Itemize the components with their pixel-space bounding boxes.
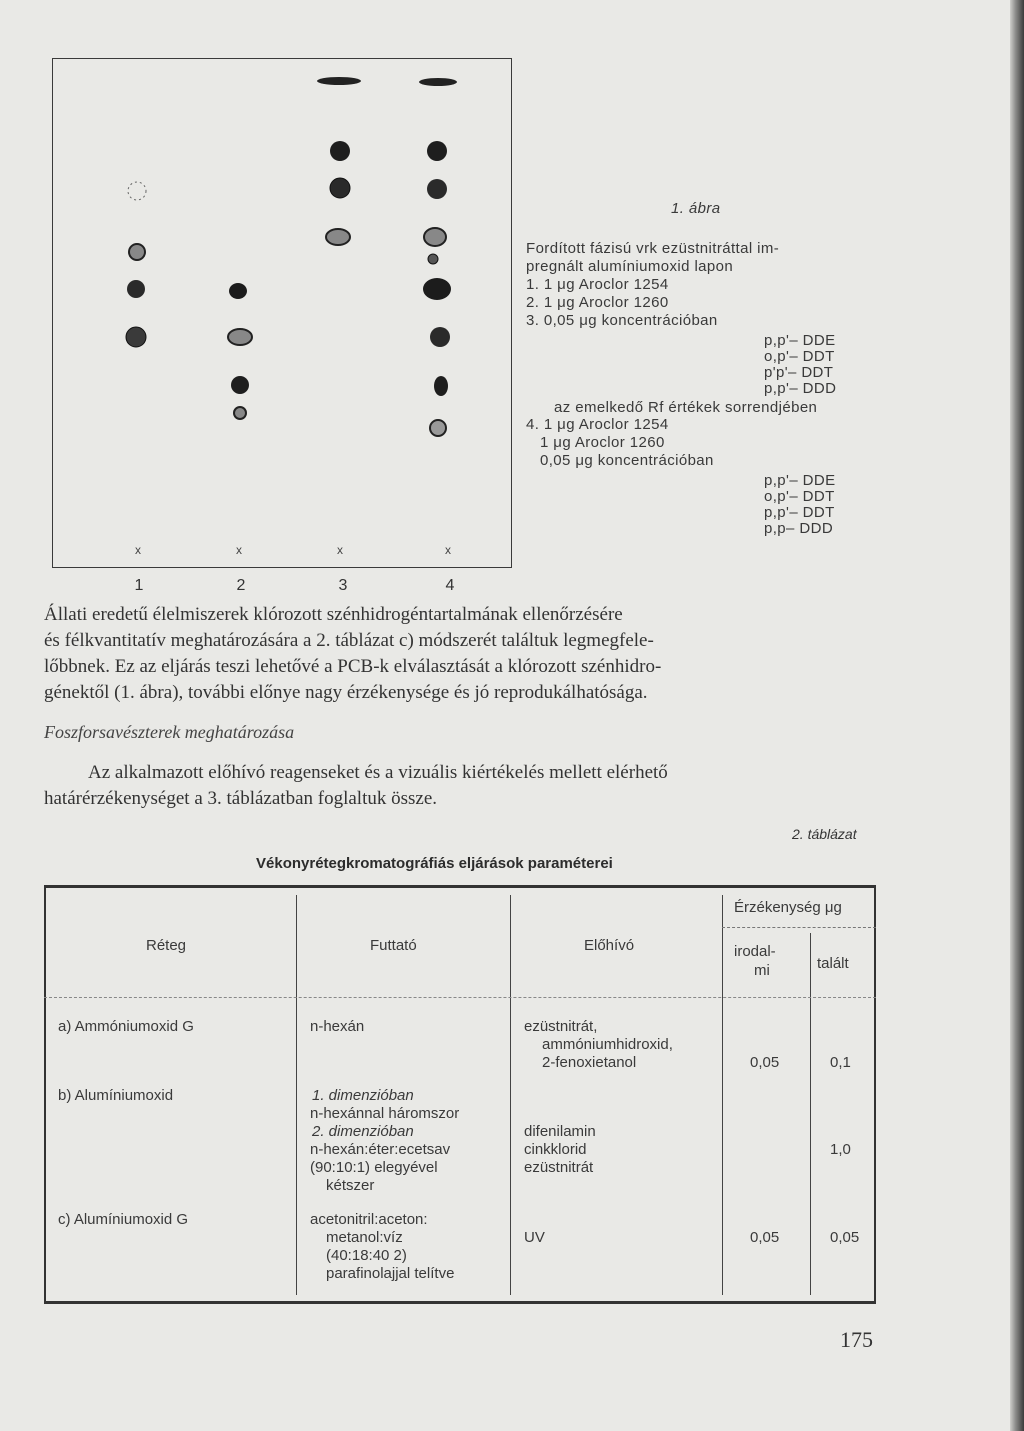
text-line: határérzékenységet a 3. táblázatban foglaltuk össze.: [44, 788, 438, 809]
paragraph-2: [44, 760, 894, 812]
table-number: 2. táblázat: [792, 826, 857, 842]
spot: [229, 283, 247, 299]
header-irodalmi: irodal-: [734, 943, 776, 960]
spot: [430, 327, 450, 347]
text-line: lőbbnek. Ez az eljárás teszi lehetővé a PCB-k elválasztását a klórozott szénhidro-: [44, 656, 662, 677]
row-c-talalt: 0,05: [830, 1229, 860, 1246]
lane-label-1: 1: [134, 577, 144, 594]
section-subheading: Foszforsavészterek meghatározása: [44, 722, 295, 742]
table-bottom-rule: [44, 1301, 876, 1304]
text-line: génektől (1. ábra), további előnye nagy érzékenysége és jó reprodukálhatósága.: [44, 682, 648, 703]
caption-line: p'p'– DDT: [764, 364, 834, 381]
row-b-futtato: (90:10:1) elegyével: [310, 1159, 438, 1176]
table-right-rule: [874, 885, 876, 1304]
parameters-table: [44, 885, 876, 1305]
spot: [330, 141, 350, 161]
row-b-futtato: kétszer: [326, 1177, 375, 1194]
figure-title: 1. ábra: [671, 200, 721, 217]
row-a-reteg: a) Ammóniumoxid G: [58, 1018, 194, 1035]
tlc-plate-figure: [52, 58, 512, 594]
row-b-futtato: 1. dimenzióban: [312, 1087, 414, 1104]
caption-line: p,p'– DDE: [764, 472, 836, 489]
spot: [128, 182, 146, 200]
column-divider: [296, 895, 297, 1295]
column-divider: [722, 895, 723, 1295]
header-reteg: Réteg: [146, 937, 187, 954]
row-a-elohivo: 2-fenoxietanol: [542, 1054, 637, 1071]
caption-line: p,p'– DDT: [764, 504, 835, 521]
spot: [424, 228, 446, 246]
origin-mark-4: x: [445, 543, 451, 557]
caption-line: 1. 1 μg Aroclor 1254: [526, 276, 669, 293]
lane-label-2: 2: [236, 577, 246, 594]
spot: [427, 179, 447, 199]
spot: [430, 420, 446, 436]
text-line: Az alkalmazott előhívó reagenseket és a vizuális kiértékelés mellett elérhető: [88, 762, 668, 783]
row-b-elohivo: cinkklorid: [524, 1141, 587, 1158]
row-c-irodalmi: 0,05: [750, 1229, 780, 1246]
spot: [317, 77, 361, 85]
row-a-elohivo: ezüstnitrát,: [524, 1018, 598, 1035]
caption-line: 2. 1 μg Aroclor 1260: [526, 294, 669, 311]
caption-line: o,p'– DDT: [764, 488, 835, 505]
origin-mark-2: x: [236, 543, 242, 557]
table-title: Vékonyrétegkromatográfiás eljárások paraméterei: [256, 855, 613, 872]
origin-mark-3: x: [337, 543, 343, 557]
caption-line: p,p'– DDE: [764, 332, 836, 349]
paragraph-1: [44, 602, 894, 706]
row-b-futtato: n-hexán:éter:ecetsav: [310, 1141, 451, 1158]
row-a-talalt: 0,1: [830, 1054, 851, 1071]
lane-label-3: 3: [338, 577, 348, 594]
spot: [126, 327, 146, 347]
spot: [129, 244, 145, 260]
row-c-reteg: c) Alumíniumoxid G: [58, 1211, 189, 1228]
row-c-futtato: metanol:víz: [326, 1229, 403, 1246]
row-b-elohivo: ezüstnitrát: [524, 1159, 594, 1176]
caption-line: pregnált alumíniumoxid lapon: [526, 258, 734, 275]
spot: [423, 278, 451, 300]
caption-line: Fordított fázisú vrk ezüstnitráttal im-: [526, 240, 780, 257]
spot: [434, 376, 448, 396]
column-divider: [510, 895, 511, 1295]
header-elohivo: Előhívó: [584, 937, 635, 954]
row-b-elohivo: difenilamin: [524, 1123, 596, 1140]
table-left-rule: [44, 885, 46, 1304]
text-line: Állati eredetű élelmiszerek klórozott szénhidrogéntartalmának ellenőrzésére: [44, 604, 623, 625]
scan-edge: [1010, 0, 1024, 1431]
row-b-futtato: 2. dimenzióban: [312, 1123, 414, 1140]
spot: [419, 78, 457, 86]
row-a-elohivo: ammóniumhidroxid,: [542, 1036, 673, 1053]
spot: [231, 376, 249, 394]
spot: [428, 254, 438, 264]
header-futtato: Futtató: [370, 937, 417, 954]
header-talalt: talált: [817, 955, 849, 972]
table-top-rule: [44, 885, 876, 888]
caption-line: 0,05 μg koncentrációban: [540, 452, 714, 469]
row-a-irodalmi: 0,05: [750, 1054, 780, 1071]
header-bottom-divider: [44, 997, 876, 998]
caption-line: p,p'– DDD: [764, 380, 837, 397]
caption-line: 1 μg Aroclor 1260: [540, 434, 665, 451]
row-b-futtato: n-hexánnal háromszor: [310, 1105, 460, 1122]
header-erzekenyseg: Érzékenység μg: [734, 899, 842, 916]
column-divider: [810, 933, 811, 1295]
tlc-spots: [53, 59, 513, 569]
row-c-elohivo: UV: [524, 1229, 545, 1246]
text-line: és félkvantitatív meghatározására a 2. táblázat c) módszerét találtuk legmegfele-: [44, 630, 654, 651]
spot: [228, 329, 252, 345]
caption-line: o,p'– DDT: [764, 348, 835, 365]
caption-line: 4. 1 μg Aroclor 1254: [526, 416, 669, 433]
spot: [127, 280, 145, 298]
spot: [326, 229, 350, 245]
row-c-futtato: (40:18:40 2): [326, 1247, 407, 1264]
spot: [427, 141, 447, 161]
lane-label-4: 4: [445, 577, 455, 594]
caption-line: az emelkedő Rf értékek sorrendjében: [554, 399, 818, 416]
caption-line: 3. 0,05 μg koncentrációban: [526, 312, 718, 329]
row-b-reteg: b) Alumíniumoxid: [58, 1087, 174, 1104]
row-a-futtato: n-hexán: [310, 1018, 365, 1035]
header-irodalmi-2: mi: [754, 962, 770, 979]
spot: [234, 407, 246, 419]
page-number: 175: [840, 1327, 873, 1352]
row-c-futtato: parafinolajjal telítve: [326, 1265, 455, 1282]
row-b-talalt: 1,0: [830, 1141, 851, 1158]
caption-line: p,p– DDD: [764, 520, 834, 537]
spot: [330, 178, 350, 198]
header-divider: [722, 927, 876, 928]
row-c-futtato: acetonitril:aceton:: [310, 1211, 428, 1228]
origin-mark-1: x: [135, 543, 141, 557]
